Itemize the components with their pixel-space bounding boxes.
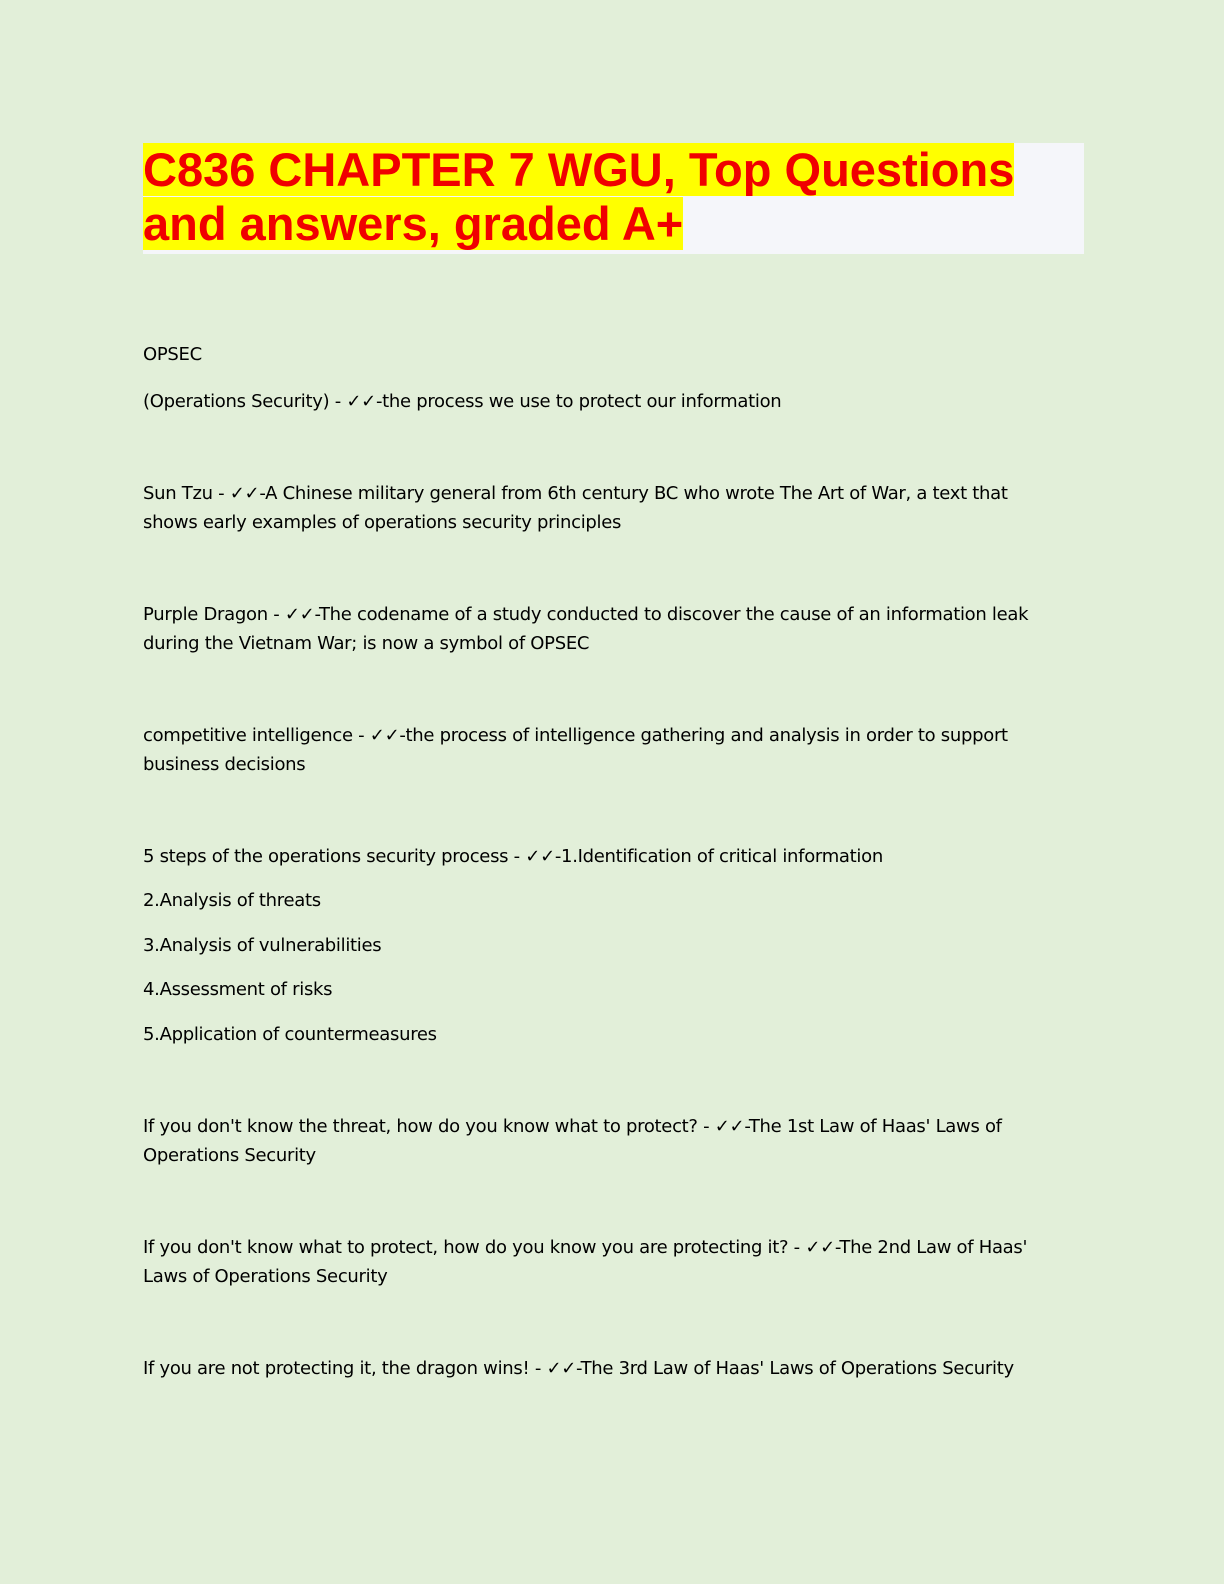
- entry-term: competitive intelligence: [143, 725, 353, 746]
- check-icon: ✓✓: [346, 391, 376, 412]
- entry-five-steps: 5 steps of the operations security process - ✓✓-1.Identification of critical information: [143, 846, 883, 867]
- entry-definition: -A Chinese military general from 6th century BC who wrote The Art of War, a text that: [259, 483, 1008, 504]
- entry-haas-law-2: If you don't know what to protect, how do you know you are protecting it? - ✓✓-The 2nd Law of Haas': [143, 1237, 1028, 1258]
- entry-term: (Operations Security): [143, 391, 330, 412]
- entry-haas-law-3: If you are not protecting it, the dragon wins! - ✓✓-The 3rd Law of Haas' Laws of Operations Security: [143, 1358, 1014, 1379]
- check-icon: ✓✓: [369, 725, 400, 746]
- step-item: 3.Analysis of vulnerabilities: [143, 935, 382, 956]
- check-icon: ✓✓: [525, 846, 555, 867]
- entry-competitive-intelligence: competitive intelligence - ✓✓-the process of intelligence gathering and analysis in order to support: [143, 725, 1008, 746]
- entry-term: If you don't know the threat, how do you know what to protect?: [143, 1116, 698, 1137]
- title-block: [143, 143, 1084, 254]
- entry-sun-tzu: Sun Tzu - ✓✓-A Chinese military general from 6th century BC who wrote The Art of War, a text that: [143, 483, 1008, 504]
- entry-definition: -The codename of a study conducted to discover the cause of an information leak: [314, 604, 1029, 625]
- entry-definition: -The 3rd Law of Haas' Laws of Operations Security: [576, 1358, 1014, 1379]
- entry-term: If you don't know what to protect, how do you know you are protecting it?: [143, 1237, 789, 1258]
- check-icon: ✓✓: [714, 1116, 745, 1137]
- entry-definition-cont: Operations Security: [143, 1145, 316, 1166]
- entry-definition-cont: Laws of Operations Security: [143, 1266, 388, 1287]
- step-item: 4.Assessment of risks: [143, 979, 333, 1000]
- entry-term: 5 steps of the operations security process: [143, 846, 509, 867]
- check-icon: ✓✓: [805, 1237, 835, 1258]
- document-title: C836 CHAPTER 7 WGU, Top Questions and answers, graded A+: [143, 143, 1015, 250]
- check-icon: ✓✓: [284, 604, 315, 625]
- entry-definition: -The 2nd Law of Haas': [834, 1237, 1028, 1258]
- entry-term: Sun Tzu: [143, 483, 213, 504]
- step-item: 2.Analysis of threats: [143, 890, 321, 911]
- entry-haas-law-1: If you don't know the threat, how do you know what to protect? - ✓✓-The 1st Law of Haas' Laws of: [143, 1116, 1002, 1137]
- check-icon: ✓✓: [546, 1358, 577, 1379]
- entry-definition-cont: during the Vietnam War; is now a symbol of OPSEC: [143, 633, 590, 654]
- entry-term: If you are not protecting it, the dragon wins!: [143, 1358, 530, 1379]
- entry-definition-cont: shows early examples of operations security principles: [143, 512, 622, 533]
- entry-definition: -the process we use to protect our information: [375, 391, 782, 412]
- entry-definition: -1.Identification of critical information: [554, 846, 883, 867]
- entry-definition-cont: business decisions: [143, 754, 306, 775]
- check-icon: ✓✓: [229, 483, 260, 504]
- section-heading: OPSEC: [143, 344, 202, 365]
- entry-term: Purple Dragon: [143, 604, 268, 625]
- step-item: 5.Application of countermeasures: [143, 1024, 437, 1045]
- entry-definition: -The 1st Law of Haas' Laws of: [744, 1116, 1002, 1137]
- entry-opsec: (Operations Security) - ✓✓-the process we use to protect our information: [143, 391, 782, 412]
- entry-definition: -the process of intelligence gathering and analysis in order to support: [399, 725, 1008, 746]
- entry-purple-dragon: Purple Dragon - ✓✓-The codename of a study conducted to discover the cause of an information leak: [143, 604, 1029, 625]
